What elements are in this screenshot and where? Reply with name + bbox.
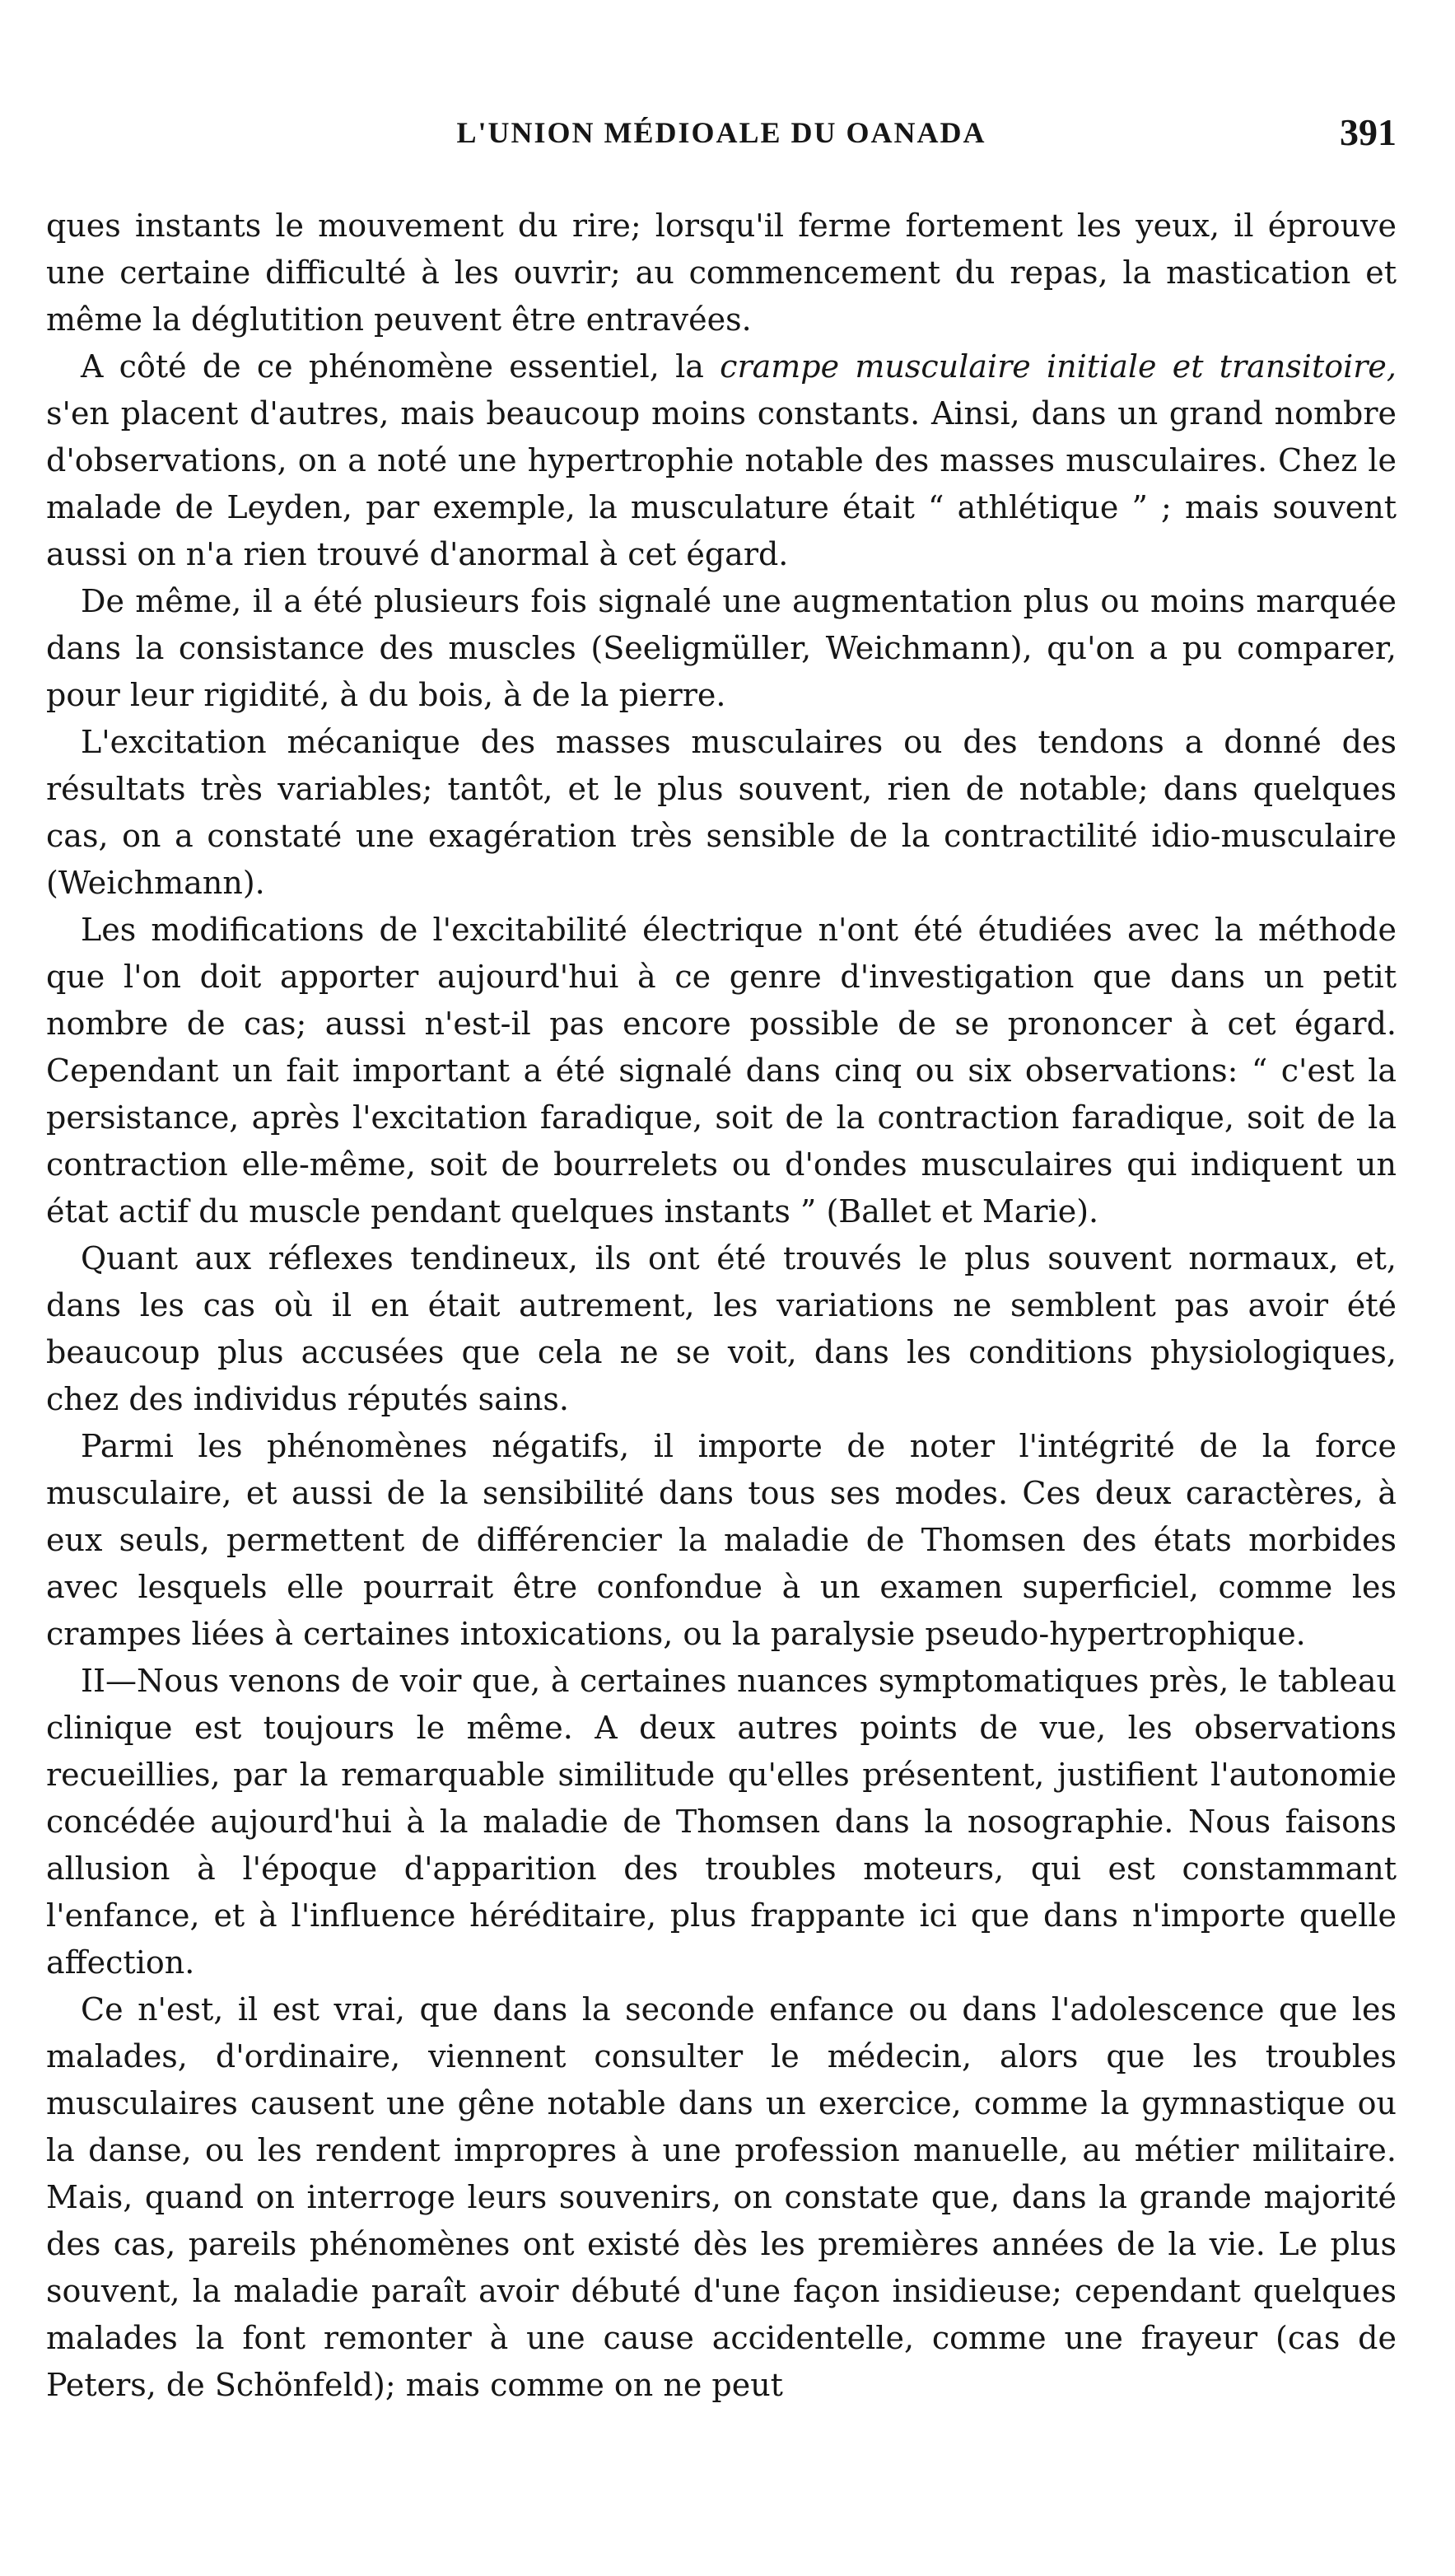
paragraph-7-text: Parmi les phénomènes négatifs, il importe de noter l'intégrité de la force musculaire, et aussi de la sensibilité dans tous ses modes. Ces deux caractères, à eux seuls, permettent de différencier la maladie de Thomsen des états morbides avec lesquels elle pourrait être confondue à un examen superficiel, comme les crampes liées à certaines intoxications, ou la paralysie pseudo-hypertrophique.	[46, 1428, 1397, 1652]
paragraph-7	[46, 1423, 1397, 1658]
paragraph-5	[46, 907, 1397, 1235]
paragraph-4-text: L'excitation mécanique des masses musculaires ou des tendons a donné des résultats très variables; tantôt, et le plus souvent, rien de notable; dans quelques cas, on a constaté une exagération très sensible de la contractilité idio-musculaire (Weichmann).	[46, 724, 1397, 901]
paragraph-6	[46, 1235, 1397, 1423]
document-page	[46, 99, 1397, 2536]
paragraph-2-text-end: s'en placent d'autres, mais beaucoup moins constants. Ainsi, dans un grand nombre d'observations, on a noté une hypertrophie notable des masses musculaires. Chez le malade de Leyden, par exemple, la musculature était “ athlétique ” ; mais souvent aussi on n'a rien trouvé d'anormal à cet égard.	[46, 395, 1397, 572]
running-head	[46, 99, 1397, 178]
paragraph-6-text: Quant aux réflexes tendineux, ils ont été trouvés le plus souvent normaux, et, dans les cas où il en était autrement, les variations ne semblent pas avoir été beaucoup plus accusées que cela ne se voit, dans les conditions physiologiques, chez des individus réputés sains.	[46, 1240, 1397, 1417]
paragraph-3	[46, 578, 1397, 719]
journal-title: L'UNION MÉDIOALE DU OANADA	[456, 116, 986, 149]
paragraph-8-text: II—Nous venons de voir que, à certaines nuances symptomatiques près, le tableau clinique est toujours le même. A deux autres points de vue, les observations recueillies, par la remarquable similitude qu'elles présentent, justifient l'autonomie concédée aujourd'hui à la maladie de Thomsen dans la nosographie. Nous faisons allusion à l'époque d'apparition des troubles moteurs, qui est constammant l'enfance, et à l'influence héréditaire, plus frappante ici que dans n'importe quelle affection.	[46, 1663, 1397, 1981]
body-text	[46, 203, 1397, 2409]
paragraph-2-text-start: A côté de ce phénomène essentiel, la	[81, 348, 721, 385]
paragraph-1-text: ques instants le mouvement du rire; lorsqu'il ferme fortement les yeux, il éprouve une certaine difficulté à les ouvrir; au commencement du repas, la mastication et même la déglutition peuvent être entravées.	[46, 208, 1397, 338]
paragraph-4	[46, 719, 1397, 907]
paragraph-9-text: Ce n'est, il est vrai, que dans la seconde enfance ou dans l'adolescence que les malades, d'ordinaire, viennent consulter le médecin, alors que les troubles musculaires causent une gêne notable dans un exercice, comme la gymnastique ou la danse, ou les rendent impropres à une profession manuelle, au métier militaire. Mais, quand on interroge leurs souvenirs, on constate que, dans la grande majorité des cas, pareils phénomènes ont existé dès les premières années de la vie. Le plus souvent, la maladie paraît avoir débuté d'une façon insidieuse; cependant quelques malades la font remonter à une cause accidentelle, comme une frayeur (cas de Peters, de Schönfeld); mais comme on ne peut	[46, 1991, 1397, 2403]
paragraph-2	[46, 343, 1397, 578]
page-number: 391	[1340, 111, 1397, 153]
paragraph-5-text: Les modifications de l'excitabilité électrique n'ont été étudiées avec la méthode que l'on doit apporter aujourd'hui à ce genre d'investigation que dans un petit nombre de cas; aussi n'est-il pas encore possible de se prononcer à cet égard. Cependant un fait important a été signalé dans cinq ou six observations: “ c'est la persistance, après l'excitation faradique, soit de la contraction faradique, soit de la contraction elle-même, soit de bourrelets ou d'ondes musculaires qui indiquent un état actif du muscle pendant quelques instants ” (Ballet et Marie).	[46, 912, 1397, 1230]
italic-term: crampe musculaire initiale et transitoire,	[720, 348, 1397, 385]
paragraph-3-text: De même, il a été plusieurs fois signalé une augmentation plus ou moins marquée dans la consistance des muscles (Seeligmüller, Weichmann), qu'on a pu comparer, pour leur rigidité, à du bois, à de la pierre.	[46, 583, 1397, 713]
paragraph-1	[46, 203, 1397, 343]
paragraph-8	[46, 1658, 1397, 1986]
paragraph-9	[46, 1986, 1397, 2409]
